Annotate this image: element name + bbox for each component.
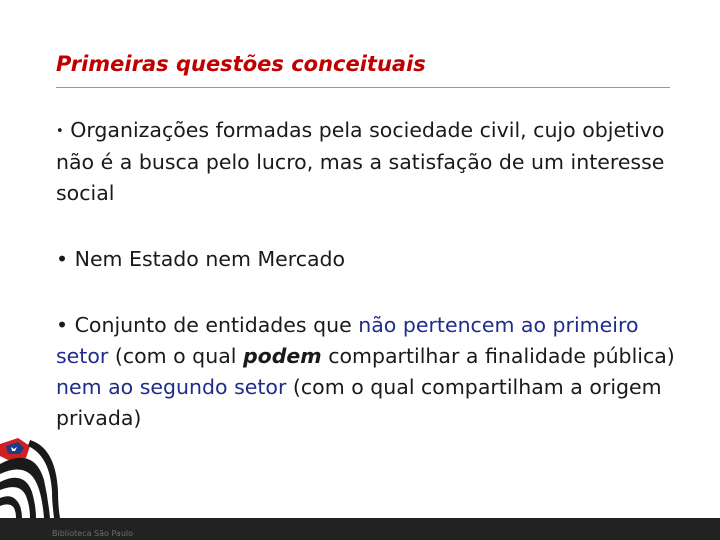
slide-body [56,115,676,469]
bullet-icon: • [56,124,64,139]
highlight-second-sector: nem ao segundo setor [56,375,287,399]
paragraph-text: Conjunto de entidades que [68,313,359,337]
paragraph-text: (com o qual compartilham a origem privada) [56,375,662,430]
highlight-first-sector: não pertencem ao primeiro setor [56,313,639,368]
bullet-paragraph-2 [56,244,676,275]
footer-credit: Biblioteca São Paulo [52,529,134,538]
bullet-icon: • [56,247,69,271]
paragraph-text: Nem Estado nem Mercado [68,247,346,271]
sao-paulo-emblem-icon [0,432,70,524]
title-divider [56,87,670,88]
slide-title: Primeiras questões conceituais [56,52,426,76]
paragraph-text: (com o qual [108,344,243,368]
bullet-paragraph-1 [56,115,676,209]
bullet-paragraph-3 [56,310,676,434]
bullet-icon: • [56,313,69,337]
emphasis-podem: podem [242,344,322,368]
paragraph-text: compartilhar a finalidade pública) [321,344,675,368]
paragraph-text: Organizações formadas pela sociedade civil, cujo objetivo não é a busca pelo lucro, mas a satisfação de um interesse social [56,118,665,205]
